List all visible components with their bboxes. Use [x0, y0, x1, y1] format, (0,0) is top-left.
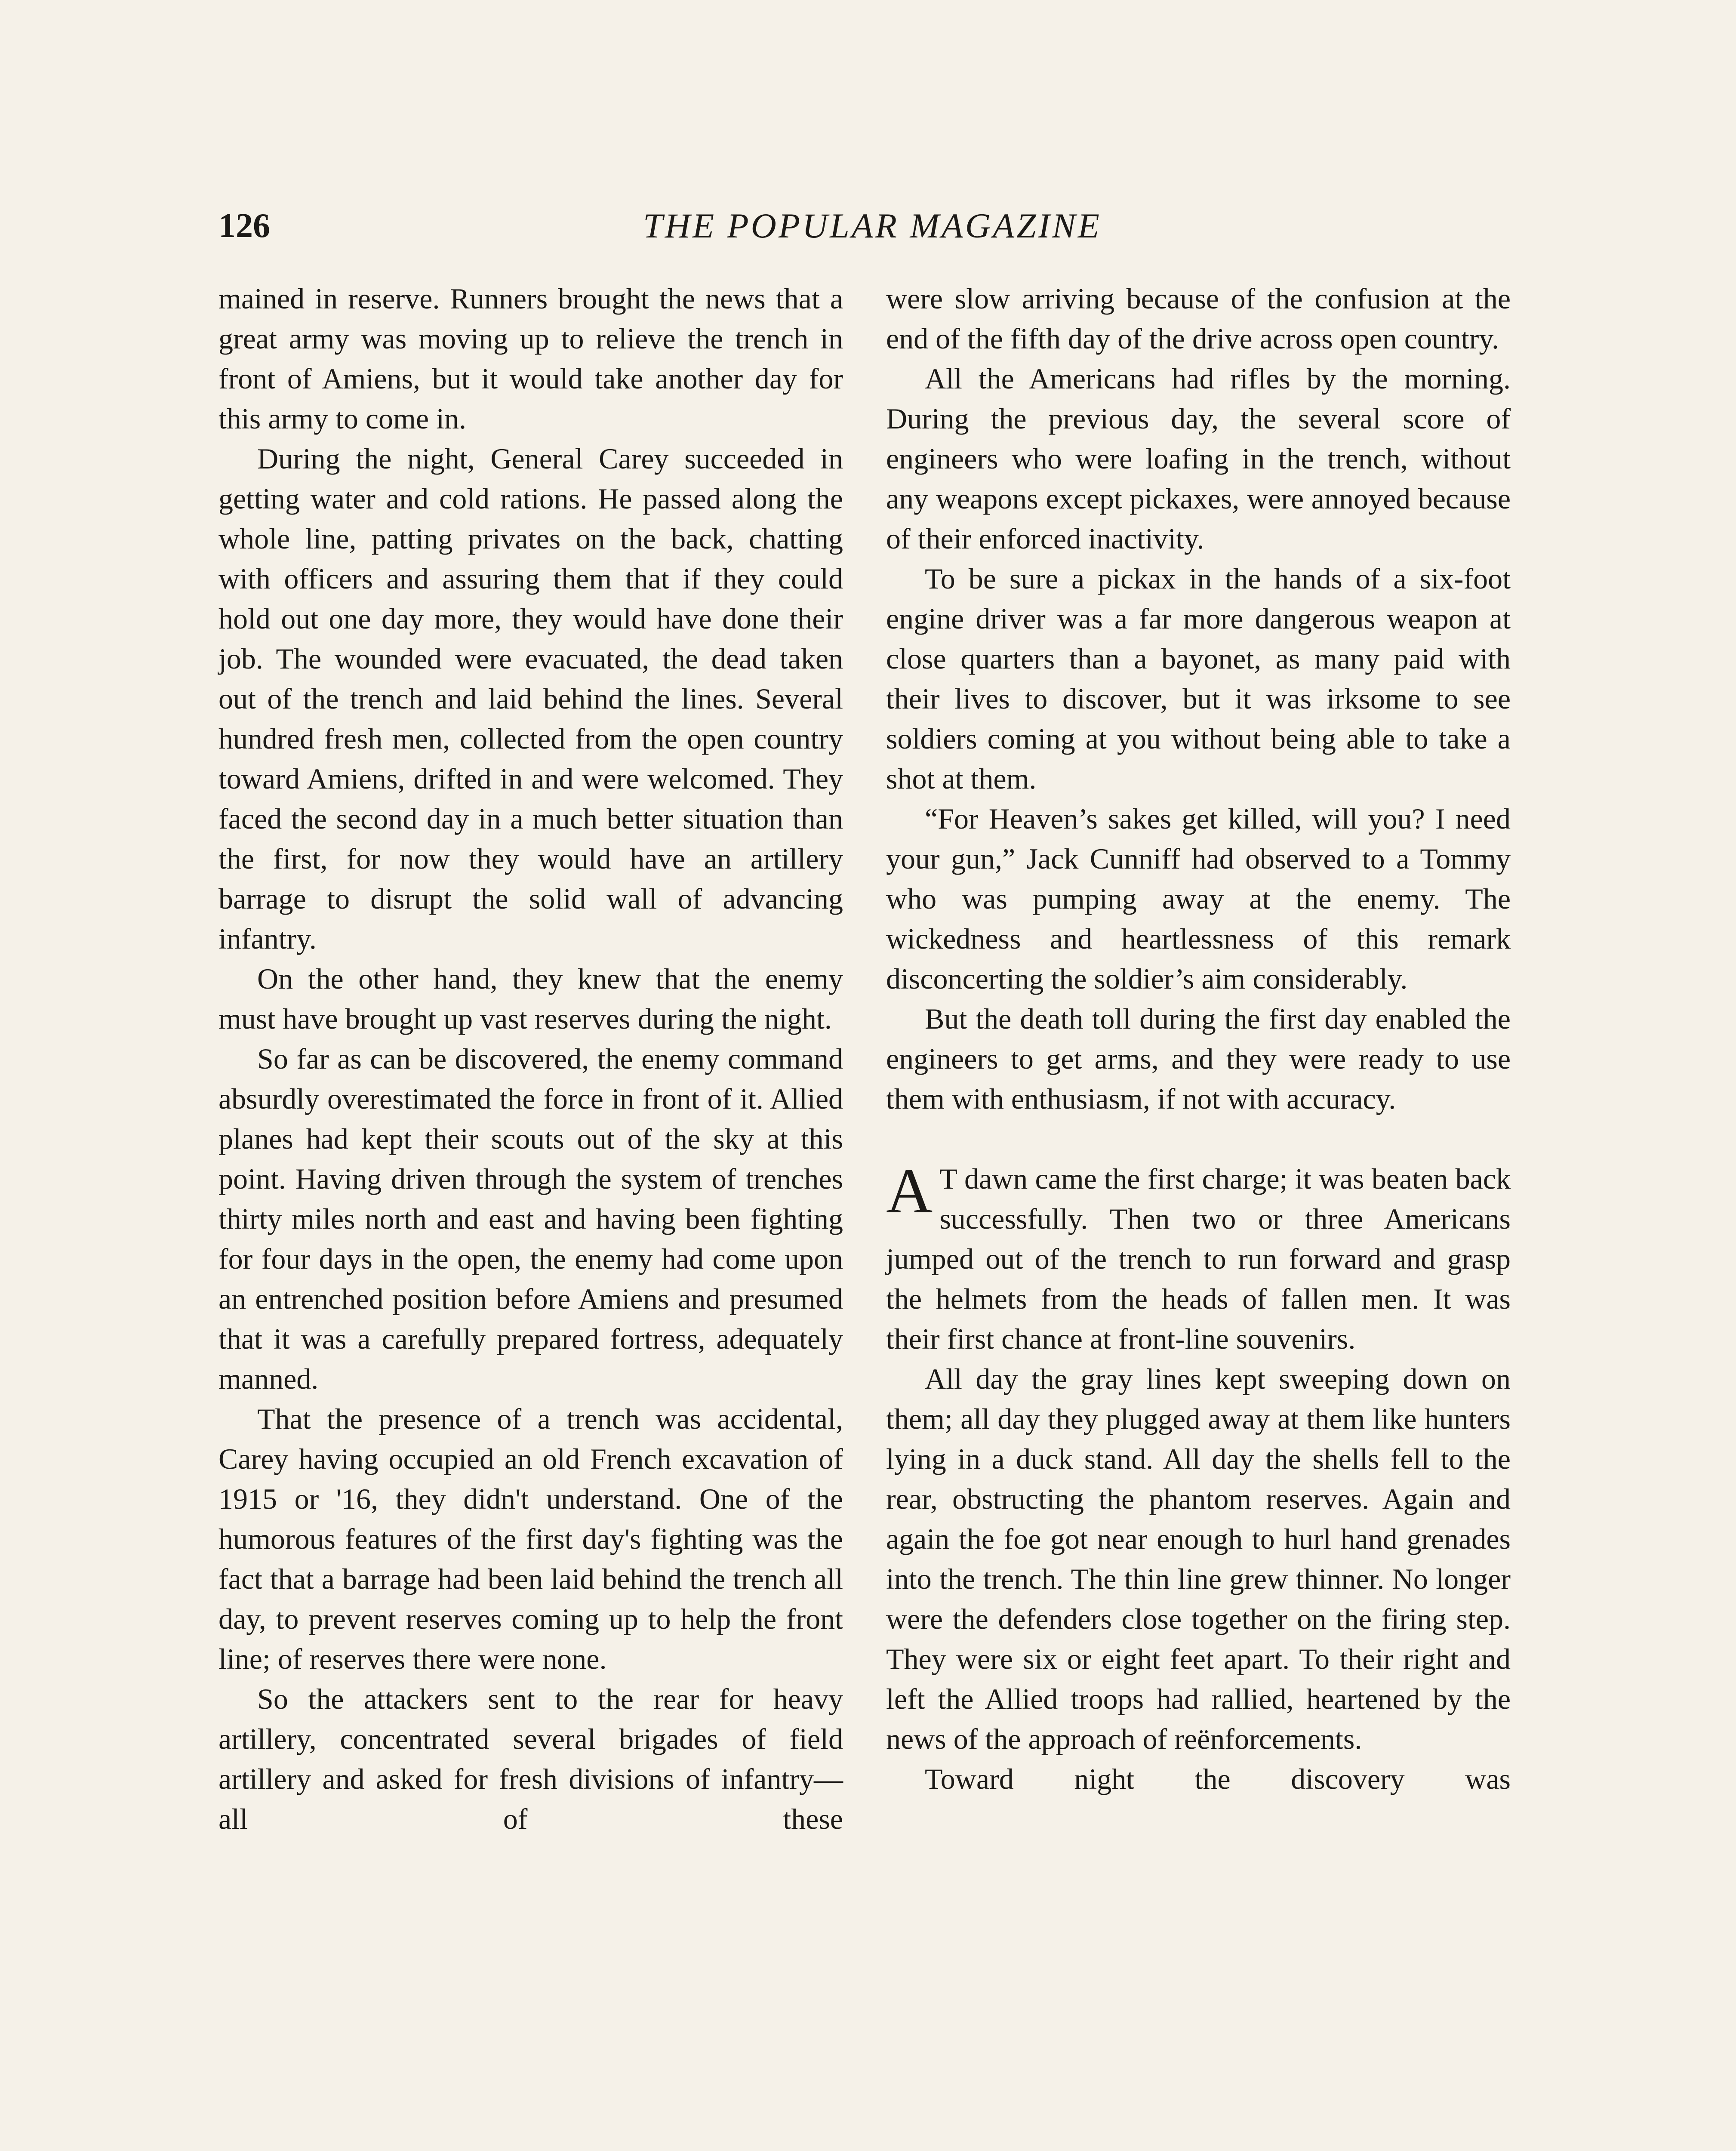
page-number: 126 — [219, 207, 270, 245]
right-column — [886, 279, 1511, 1799]
paragraph: “For Heaven’s sakes get killed, will you? I need your gun,” Jack Cunniff had observed to a Tommy who was pumping away at the enemy. The wickedness and heartlessness of this remark disconcerting the soldier’s aim considerably. — [886, 802, 1511, 995]
paragraph: On the other hand, they knew that the enemy must have brought up vast reserves during the night. — [219, 962, 843, 1035]
paragraph: Toward night the discovery was — [925, 1763, 1511, 1795]
section-break — [886, 1119, 1511, 1159]
paragraph: So the attackers sent to the rear for heavy artillery, concentrated several brigades of field artillery and asked for fresh divisions of infantry—all of these — [219, 1683, 843, 1835]
left-column — [219, 279, 843, 1839]
drop-cap: A — [886, 1155, 933, 1227]
paragraph: That the presence of a trench was accidental, Carey having occupied an old French excavation of 1915 or '16, they didn't understand. One of the humorous features of the first day's fighting was the fact that a barrage had been laid behind the trench all day, to prevent reserves coming up to help the front line; of reserves there were none. — [219, 1402, 843, 1675]
dropcap-paragraph — [886, 1155, 1511, 1359]
paragraph: All the Americans had rifles by the morning. During the previous day, the several score of engineers who were loafing in the trench, without any weapons except pickaxes, were annoyed because of their enforced inactivity. — [886, 362, 1511, 555]
page-header — [219, 202, 1526, 250]
paragraph: All day the gray lines kept sweeping down on them; all day they plugged away at them like hunters lying in a duck stand. All day the shells fell to the rear, obstructing the phantom reserves. Again and again the foe got near enough to hurl hand grenades into the trench. The thin line grew thinner. No longer were the defenders close together on the firing step. They were six or eight feet apart. To their right and left the Allied troops had rallied, heartened by the news of the approach of reënforcements. — [886, 1362, 1511, 1755]
paragraph: But the death toll during the first day enabled the engineers to get arms, and they were ready to use them with enthusiasm, if not with accuracy. — [886, 1002, 1511, 1115]
paragraph: were slow arriving because of the confusion at the end of the fifth day of the drive across open country. — [886, 282, 1511, 355]
paragraph: So far as can be discovered, the enemy command absurdly overestimated the force in front of it. Allied planes had kept their scouts out of the sky at this point. Having driven through the system of trenches thirty miles north and east and having been fighting for four days in the open, the enemy had come upon an entrenched position before Amiens and presumed that it was a carefully prepared fortress, adequately manned. — [219, 1042, 843, 1395]
dropcap-paragraph-text: T dawn came the first charge; it was beaten back successfully. Then two or three Americans jumped out of the trench to run forward and grasp the helmets from the heads of fallen men. It was their first chance at front-line souvenirs. — [886, 1162, 1511, 1355]
paragraph: mained in reserve. Runners brought the news that a great army was moving up to relieve the trench in front of Amiens, but it would take another day for this army to come in. — [219, 282, 843, 435]
paragraph: During the night, General Carey succeeded in getting water and cold rations. He passed along the whole line, patting privates on the back, chatting with officers and assuring them that if they could hold out one day more, they would have done their job. The wounded were evacuated, the dead taken out of the trench and laid behind the lines. Several hundred fresh men, collected from the open country toward Amiens, drifted in and were welcomed. They faced the second day in a much better situation than the first, for now they would have an artillery barrage to disrupt the solid wall of advancing infantry. — [219, 442, 843, 955]
running-title: THE POPULAR MAGAZINE — [643, 206, 1102, 245]
paragraph: To be sure a pickax in the hands of a six-foot engine driver was a far more dangerous weapon at close quarters than a bayonet, as many paid with their lives to discover, but it was irksome to see soldiers coming at you without being able to take a shot at them. — [886, 562, 1511, 795]
